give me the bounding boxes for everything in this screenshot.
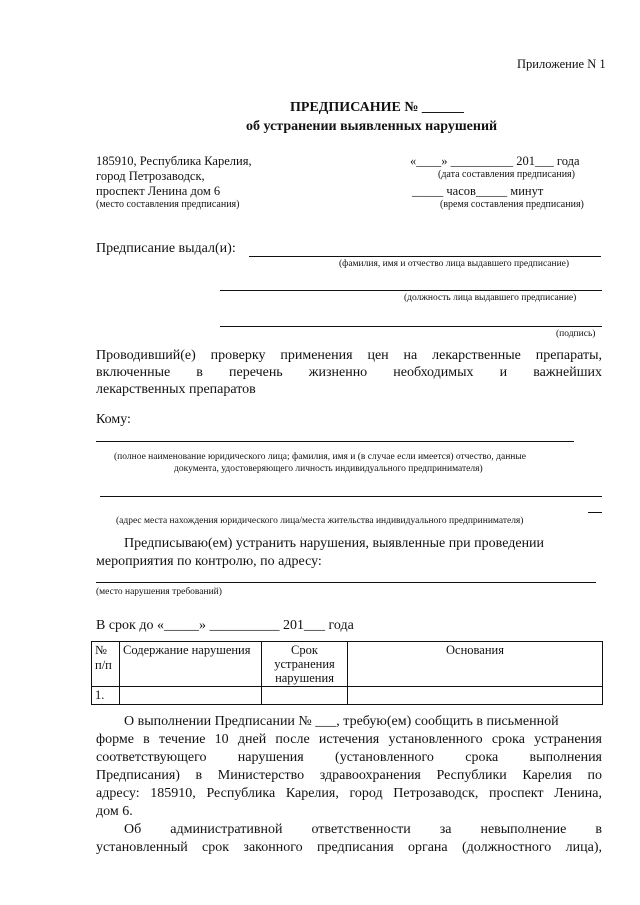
table-row bbox=[92, 687, 603, 705]
appendix-label: Приложение N 1 bbox=[517, 57, 606, 71]
recipient-label: Кому: bbox=[96, 412, 131, 427]
inspection-line-3: лекарственных препаратов bbox=[96, 382, 256, 397]
closing-p2-line-2: установленный срок законного предписания органа (должностного лица), bbox=[96, 840, 602, 855]
issuer-name-caption: (фамилия, имя и отчество лица выдавшего предписание) bbox=[339, 259, 570, 269]
closing-p1-line-1: О выполнении Предписании № ___, требую(ем) сообщить в письменной bbox=[124, 714, 559, 729]
place-line-2: город Петрозаводск, bbox=[96, 169, 205, 183]
recipient-name-field[interactable] bbox=[96, 441, 574, 442]
row-deadline-cell[interactable] bbox=[262, 687, 348, 705]
row-violation-cell[interactable] bbox=[120, 687, 262, 705]
inspection-line-2: включенные в перечень жизненно необходимых и важнейших bbox=[96, 365, 602, 380]
place-line-3: проспект Ленина дом 6 bbox=[96, 184, 221, 198]
closing-p2-line-1: Об административной ответственности за невыполнение в bbox=[124, 822, 602, 837]
violation-place-caption: (место нарушения требований) bbox=[96, 587, 222, 597]
date-caption: (дата составления предписания) bbox=[438, 169, 575, 180]
deadline-field[interactable]: В срок до «_____» __________ 201___ года bbox=[96, 618, 354, 633]
closing-p1-line-5: адресу: 185910, Республика Карелия, город Петрозаводск, проспект Ленина, bbox=[96, 786, 602, 801]
document-title: ПРЕДПИСАНИЕ № ______ bbox=[290, 100, 464, 115]
violations-table bbox=[91, 641, 603, 705]
header-deadline: Срок устранения нарушения bbox=[262, 642, 348, 687]
issuer-label: Предписание выдал(и): bbox=[96, 241, 236, 256]
row-grounds-cell[interactable] bbox=[348, 687, 603, 705]
time-caption: (время составления предписания) bbox=[440, 199, 584, 210]
closing-p1-line-2: форме в течение 10 дней после истечения установленного срока устранения bbox=[96, 732, 602, 747]
closing-p1-line-6: дом 6. bbox=[96, 804, 133, 819]
dash-mark bbox=[588, 512, 602, 513]
issuer-signature-field[interactable] bbox=[220, 326, 602, 327]
date-field[interactable]: «____» __________ 201___ года bbox=[410, 154, 580, 168]
row-number: 1. bbox=[92, 687, 120, 705]
header-grounds: Основания bbox=[348, 642, 603, 687]
recipient-address-field[interactable] bbox=[100, 496, 602, 497]
recipient-address-caption: (адрес места нахождения юридического лица/места жительства индивидуального предпринимателя) bbox=[116, 516, 524, 526]
closing-p1-line-4: Предписания) в Министерство здравоохранения Республики Карелия по bbox=[96, 768, 602, 783]
header-number: № п/п bbox=[92, 642, 120, 687]
issuer-signature-caption: (подпись) bbox=[556, 329, 596, 339]
closing-p1-line-3: соответствующего нарушения (установленного срока выполнения bbox=[96, 750, 602, 765]
recipient-caption-2: документа, удостоверяющего личность индивидуального предпринимателя) bbox=[174, 464, 483, 474]
issuer-position-field[interactable] bbox=[220, 290, 602, 291]
table-header-row bbox=[92, 642, 603, 687]
order-line-2: мероприятия по контролю, по адресу: bbox=[96, 554, 322, 569]
document-subtitle: об устранении выявленных нарушений bbox=[246, 119, 498, 134]
violation-place-field[interactable] bbox=[96, 582, 596, 583]
order-line-1: Предписываю(ем) устранить нарушения, выявленные при проведении bbox=[124, 536, 545, 551]
header-violation: Содержание нарушения bbox=[120, 642, 262, 687]
issuer-name-field[interactable] bbox=[249, 256, 601, 257]
recipient-caption-1: (полное наименование юридического лица; фамилия, имя и (в случае если имеется) отчество, данные bbox=[114, 452, 526, 462]
place-caption: (место составления предписания) bbox=[96, 199, 240, 210]
inspection-line-1: Проводивший(е) проверку применения цен на лекарственные препараты, bbox=[96, 348, 602, 363]
time-field[interactable]: _____ часов_____ минут bbox=[412, 184, 544, 198]
issuer-position-caption: (должность лица выдавшего предписание) bbox=[404, 293, 577, 303]
place-line-1: 185910, Республика Карелия, bbox=[96, 154, 252, 168]
